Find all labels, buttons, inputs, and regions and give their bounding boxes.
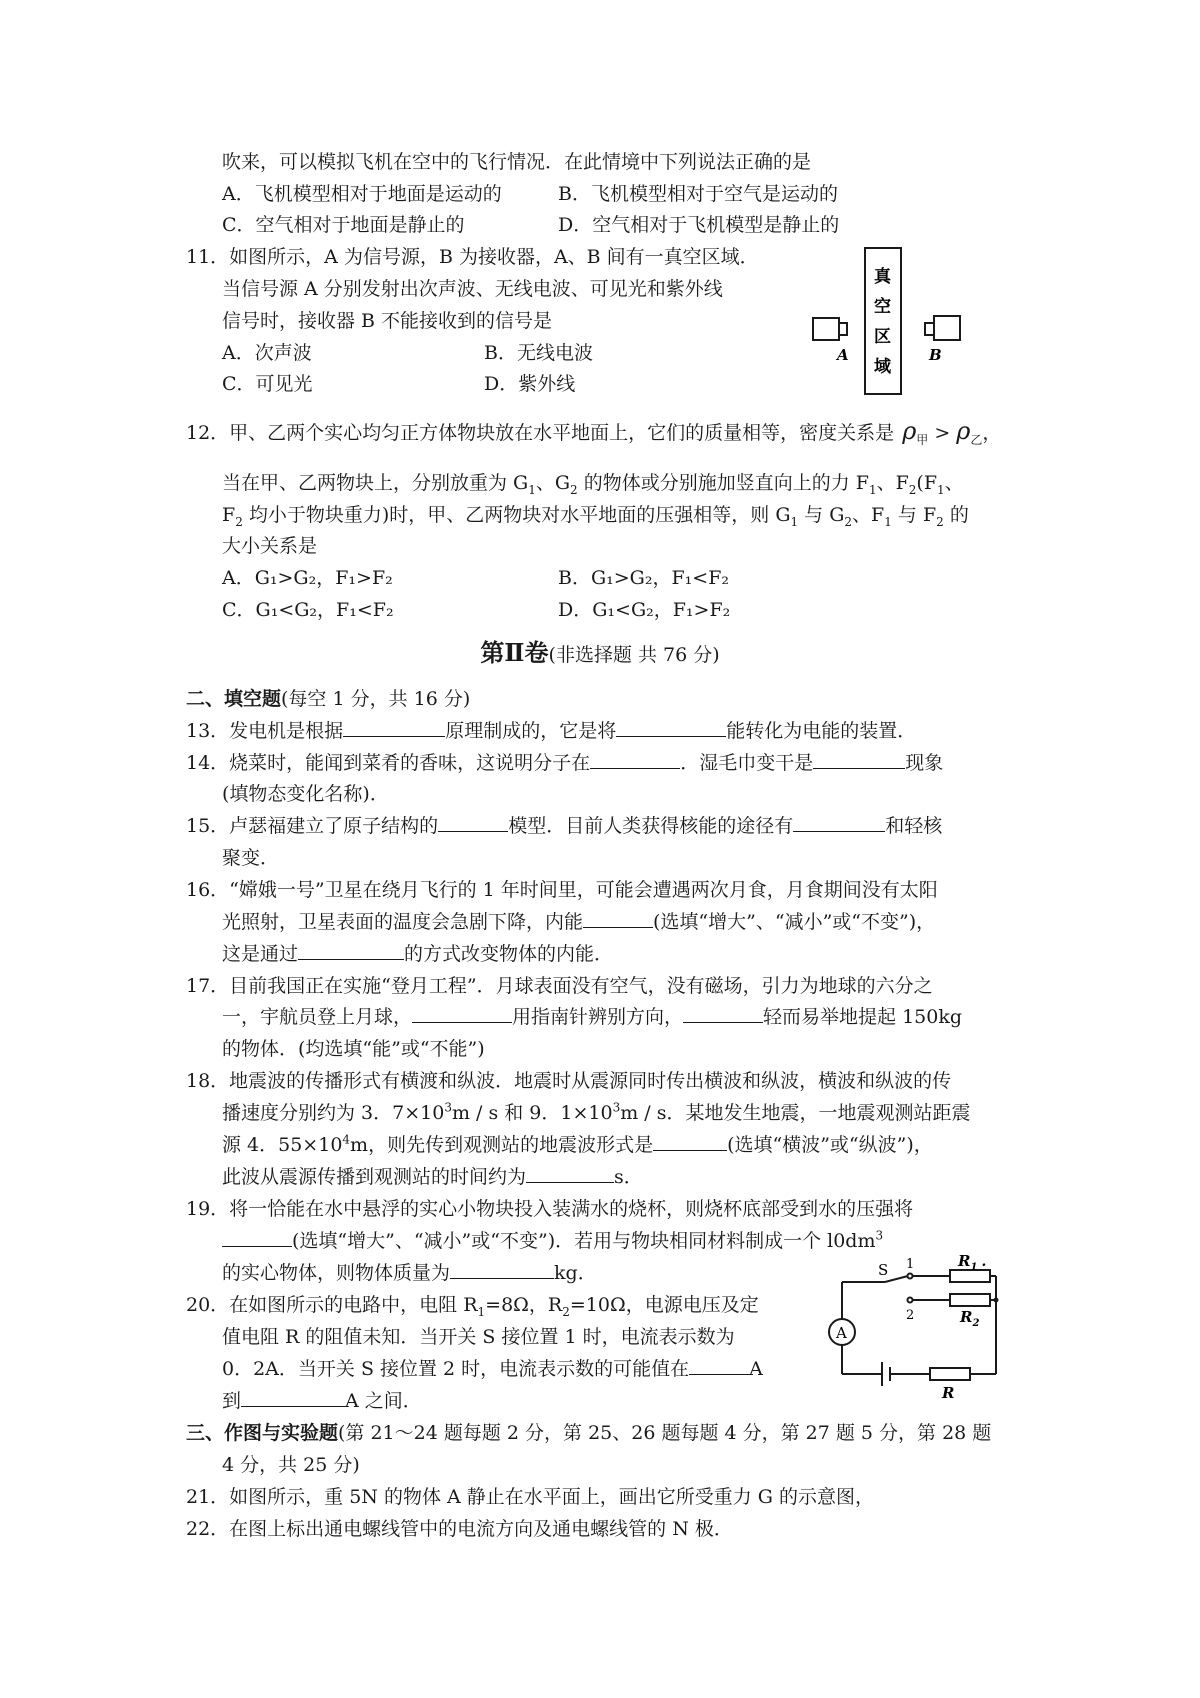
rho-symbol: ρ [902,417,917,445]
q12-l3-b: 均小于物块重力)时，甲、乙两物块对水平地面的压强相等，则 G [242,504,791,526]
q16-l2-b: (选填“增大”、“减小”或“不变”)， [653,911,936,933]
q12-l2-s4: 2 [908,482,917,497]
contact-1-label: 1 [906,1257,915,1272]
q16-blank-2[interactable] [298,941,404,960]
q10-option-c: C．空气相对于地面是静止的 [222,214,465,236]
q13-a: 13．发电机是根据 [186,720,344,742]
q12-l2-s3: 1 [868,482,877,497]
q17-line1: 17．目前我国正在实施“登月工程”．月球表面没有空气，没有磁场，引力为地球的六分之 [186,975,933,997]
q18-l2-sup2: 3 [612,1100,621,1115]
q11-line1: 11．如图所示，A 为信号源，B 为接收器，A、B 间有一真空区域． [186,246,759,268]
receiver-b [925,316,960,340]
q12-option-b: B．G₁>G₂，F₁<F₂ [558,567,729,589]
q11-vacuum-figure [805,240,985,400]
q18-l3-c: (选填“横波”或“纵波”)， [727,1134,933,1156]
section2-heading [186,686,470,712]
q12-l2-s2: 2 [570,482,578,497]
q18-line1: 18．地震波的传播形式有横渡和纵波．地震时从震源同时传出横波和纵波，横波和纵波的传 [186,1070,952,1092]
q12-line3 [222,502,969,528]
q16-line1: 16．“嫦娥一号”卫星在绕月飞行的 1 年时间里，可能会遭遇两次月食，月食期间没有太阳 [186,879,938,901]
sub-jia: 甲 [916,432,929,447]
q19-l3-b: kg． [554,1262,597,1284]
q15-blank-2[interactable] [793,813,885,832]
q12-l3-s1: 2 [235,514,243,529]
q14-blank-2[interactable] [813,750,905,769]
q13-c: 能转化为电能的装置． [726,720,917,742]
q14-blank-1[interactable] [590,750,680,769]
contact-2-label: 2 [906,1308,915,1323]
switch-arm [885,1276,908,1282]
q12-l3-d: 、F [852,504,885,526]
vacuum-char-3: 区 [874,327,891,347]
q18-l3-sup: 4 [342,1132,351,1147]
q13 [186,718,916,744]
q20-line3 [222,1356,763,1382]
q22: 22．在图上标出通电螺线管中的电流方向及通电螺线管的 N 极． [186,1518,733,1540]
q12-l3-a: F [222,504,236,526]
q20-l1-b: =8Ω，R [485,1294,563,1316]
q12-l3-f: 的 [943,504,969,526]
switch-label-s: S [878,1261,889,1279]
q11-line3: 信号时，接收器 B 不能接收到的信号是 [222,310,553,332]
q12-l2-s1: 1 [528,482,536,497]
q12-line2 [222,470,964,496]
q17-l2-c: 轻而易举地提起 150kg [763,1006,963,1028]
q20-line1 [186,1292,759,1318]
q20-line2: 值电阻 R 的阻值未知．当开关 S 接位置 1 时，电流表示数为 [222,1326,735,1348]
part2-title-main: 第Ⅱ卷 [480,638,549,667]
q16-blank-1[interactable] [583,909,653,928]
q17-l2-b: 用指南针辨别方向， [512,1006,684,1028]
q15-line2: 聚变． [222,847,280,869]
q15-blank-1[interactable] [438,813,508,832]
q18-l3-b: m，则先传到观测站的地震波形式是 [350,1134,654,1156]
q12-l2-c: 的物体或分别施加竖直向上的力 F [577,472,869,494]
q19-l2-sup: 3 [875,1228,884,1243]
q12-option-a: A．G₁>G₂，F₁>F₂ [222,567,393,589]
q18-line4 [222,1164,643,1190]
q17-blank-2[interactable] [683,1004,763,1023]
resistor-r [930,1368,970,1380]
resistor-r2 [950,1294,990,1306]
q12-l2-a: 当在甲、乙两物块上，分别放重为 G [222,472,529,494]
q17-line3: 的物体．(均选填“能”或“不能”) [222,1038,485,1060]
q15-b: 模型．目前人类获得核能的途径有 [508,815,794,837]
q12-l2-f: 、 [944,472,964,494]
q12-l2-d: 、F [876,472,909,494]
q14-b: ．湿毛巾变干是 [680,752,814,774]
q12-l3-e: 与 F [891,504,937,526]
q18-l3-a: 源 4．55×10 [222,1134,343,1156]
q20-l1-s1: 1 [477,1304,486,1319]
q12-l3-s3: 2 [844,514,853,529]
q12-l3-s4: 1 [884,514,892,529]
r-label: R [942,1384,955,1402]
q20-line4 [222,1388,422,1414]
q20-l1-c: =10Ω，电源电压及定 [569,1294,759,1316]
q16-l3-a: 这是通过 [222,943,299,965]
q19-l2-a: (选填“增大”、“减小”或“不变”)．若用与物块相同材料制成一个 l0dm [292,1230,876,1252]
q10-option-b: B．飞机模型相对于空气是运动的 [558,183,838,205]
contact-2 [908,1298,913,1303]
q18-line3 [222,1132,933,1158]
section3-heading-line2: 4 分，共 25 分) [222,1454,360,1476]
q11-line2: 当信号源 A 分别发射出次声波、无线电波、可见光和紫外线 [222,278,723,300]
q18-line2 [222,1100,970,1126]
q13-blank-1[interactable] [343,718,445,737]
q15-a: 15．卢瑟福建立了原子结构的 [186,815,439,837]
q20-l1-a: 20．在如图所示的电路中，电阻 R [186,1294,478,1316]
q18-l2-b: m / s 和 9．1×10 [451,1102,613,1124]
q20-l3-b: A [749,1358,763,1380]
q20-l4-a: 到 [222,1390,242,1412]
q14-c: 现象 [905,752,944,774]
q20-l4-b: A 之间． [345,1390,422,1412]
section3-note-1: (第 21～24 题每题 2 分，第 25、26 题每题 4 分，第 27 题 5 分，第 28 题 [338,1422,992,1444]
q19-l3-a: 的实心物体，则物体质量为 [222,1262,451,1284]
q16-line3 [222,941,613,967]
q10-option-a: A．飞机模型相对于地面是运动的 [222,183,502,205]
r2-label: $R_2$ [960,1308,980,1329]
part2-subtitle: (非选择题 共 76 分) [548,644,720,666]
q11-option-d: D．紫外线 [484,373,576,395]
q18-blank-1[interactable] [653,1132,727,1151]
q18-l2-sup1: 3 [444,1100,452,1115]
q12-l3-c: 与 G [798,504,845,526]
q20-blank-1[interactable] [689,1356,749,1375]
q18-blank-2[interactable] [526,1164,614,1183]
q20-blank-2[interactable] [241,1388,345,1407]
rho-symbol-2: ρ [956,417,971,445]
section2-title: 二、填空题 [186,688,282,710]
q18-l4-a: 此波从震源传播到观测站的时间约为 [222,1166,527,1188]
q16-line2 [222,909,935,935]
q21: 21．如图所示，重 5N 的物体 A 静止在水平面上，画出它所受重力 G 的示意图， [186,1486,875,1508]
section3-title: 三、作图与实验题 [186,1422,339,1444]
vacuum-char-2: 空 [874,297,891,317]
q12-line1-text: 12．甲、乙两个实心均匀正方体物块放在水平地面上，它们的质量相等，密度关系是 [186,422,895,444]
q20-l1-s2: 2 [562,1304,570,1319]
q20-l3-a: 0．2A．当开关 S 接位置 2 时，电流表示数的可能值在 [222,1358,690,1380]
q10-option-d: D．空气相对于飞机模型是静止的 [558,214,840,236]
junction-top [994,1298,999,1303]
q12-option-c: C．G₁<G₂，F₁<F₂ [222,599,394,621]
q15-line1 [186,813,942,839]
vacuum-char-4: 域 [874,357,891,377]
q19-line3 [222,1260,597,1286]
q11-option-b: B．无线电波 [484,342,593,364]
sub-yi: 乙 [970,432,983,447]
q12-tail: ， [982,422,1002,444]
q12-l2-s5: 1 [937,482,945,497]
q19-line1: 19．将一恰能在水中悬浮的实心小物块投入装满水的烧杯，则烧杯底部受到水的压强将 [186,1198,914,1220]
section2-note: (每空 1 分，共 16 分) [281,688,471,710]
q19-blank-2[interactable] [450,1260,554,1279]
q16-l2-a: 光照射，卫星表面的温度会急剧下降，内能 [222,911,584,933]
q17-blank-1[interactable] [412,1004,512,1023]
label-b: B [929,346,942,364]
greater-than: > [934,422,951,444]
ammeter-label: A [836,1324,847,1342]
q14-a: 14．烧菜时，能闻到菜肴的香味，这说明分子在 [186,752,591,774]
section3-heading-line1 [186,1420,991,1446]
q17-line2 [222,1004,962,1030]
label-a: A [837,346,849,364]
q12-l2-e: (F [916,472,938,494]
q18-l2-a: 播速度分别约为 3．7×10 [222,1102,445,1124]
q16-l3-b: 的方式改变物体的内能． [404,943,614,965]
vacuum-char-1: 真 [874,267,891,287]
q11-option-c: C．可见光 [222,373,313,395]
r1-label: $R_1$ . [958,1252,987,1273]
q12-option-d: D．G₁<G₂，F₁>F₂ [558,599,731,621]
q13-blank-2[interactable] [616,718,726,737]
q12-l3-s5: 2 [936,514,944,529]
contact-1 [908,1274,913,1279]
q14-line1 [186,750,943,776]
q12-l2-b: 、G [535,472,571,494]
q11-option-a: A．次声波 [222,342,312,364]
signal-source-a [813,318,847,340]
q19-line2 [222,1228,883,1254]
q15-c: 和轻核 [885,815,943,837]
q19-blank-1[interactable] [222,1228,292,1247]
q18-l4-b: s． [614,1166,643,1188]
q14-line2: (填物态变化名称)． [222,783,389,805]
q12-line4: 大小关系是 [222,535,318,557]
q18-l2-c: m / s．某地发生地震，一地震观测站距震 [620,1102,971,1124]
part2-title [0,637,1200,671]
q12-line1 [186,418,1001,446]
q12-l3-s2: 1 [790,514,799,529]
q20-circuit-figure [820,1252,1010,1402]
q17-l2-a: 一，宇航员登上月球， [222,1006,413,1028]
q10-stem: 吹来，可以模拟飞机在空中的飞行情况．在此情境中下列说法正确的是 [222,151,812,173]
q13-b: 原理制成的，它是将 [445,720,617,742]
